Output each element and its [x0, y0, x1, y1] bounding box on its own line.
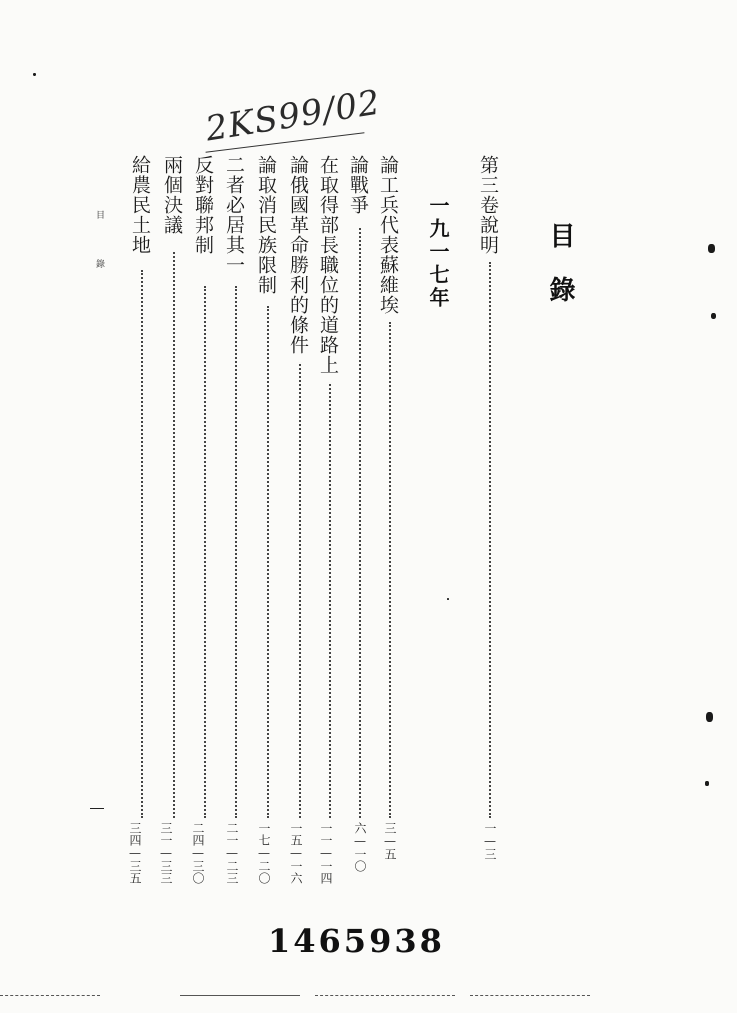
toc-entry-page: 三一—三三: [159, 822, 173, 884]
toc-entry-title: 在取得部長職位的道路上: [317, 155, 339, 375]
folio-rule: [90, 808, 104, 809]
scan-mark: [447, 598, 449, 600]
toc-leader: [267, 306, 269, 818]
toc-entry-page: 二一—二三: [225, 822, 239, 884]
toc-leader: [173, 252, 175, 818]
serial-number: 1465938: [268, 922, 445, 960]
scan-mark: [711, 313, 716, 319]
toc-entry-title: 二者必居其一: [223, 155, 245, 275]
toc-entry-title: 論戰爭: [347, 155, 369, 215]
scan-edge-line: [315, 995, 455, 996]
toc-entry-title: 論取消民族限制: [255, 155, 277, 295]
toc-entry-title: 給農民土地: [129, 155, 151, 255]
toc-leader: [329, 384, 331, 818]
toc-entry-page: 一一—一四: [319, 822, 333, 884]
toc-leader: [489, 262, 491, 818]
toc-entry-page: 一五—一六: [289, 822, 303, 884]
toc-entry-title: 論俄國革命勝利的條件: [287, 155, 309, 355]
scan-mark: [33, 73, 36, 76]
toc-entry-title: 論工兵代表蘇維埃: [377, 155, 399, 315]
toc-heading: 目錄: [545, 222, 575, 330]
scan-mark: [705, 781, 709, 786]
scan-mark: [706, 712, 713, 722]
toc-entry-preface-page: 一—三: [483, 822, 497, 860]
toc-leader: [359, 228, 361, 818]
scan-mark: [708, 244, 715, 253]
toc-entry-page: 六—一〇: [353, 822, 367, 872]
toc-leader: [299, 364, 301, 818]
handwritten-annotation: 2KS99/02: [202, 82, 384, 150]
toc-leader: [389, 322, 391, 818]
scan-edge-line: [470, 995, 590, 996]
toc-entry-title: 兩個決議: [161, 155, 183, 235]
toc-entry-page: 二四—三〇: [191, 822, 205, 884]
toc-entry-page: 三四—三五: [128, 822, 142, 884]
scan-edge-line: [0, 995, 100, 996]
toc-entry-preface-title: 第三卷說明: [477, 155, 499, 255]
toc-entry-page: 三—五: [383, 822, 397, 860]
toc-leader: [235, 286, 237, 818]
margin-label: 目錄: [94, 210, 104, 308]
toc-leader: [204, 286, 206, 818]
scan-edge-line: [180, 995, 300, 996]
toc-entry-title: 反對聯邦制: [192, 155, 214, 255]
year-heading: 一九一七年: [426, 195, 450, 310]
toc-leader: [141, 270, 143, 818]
toc-entry-page: 一七—二〇: [257, 822, 271, 884]
